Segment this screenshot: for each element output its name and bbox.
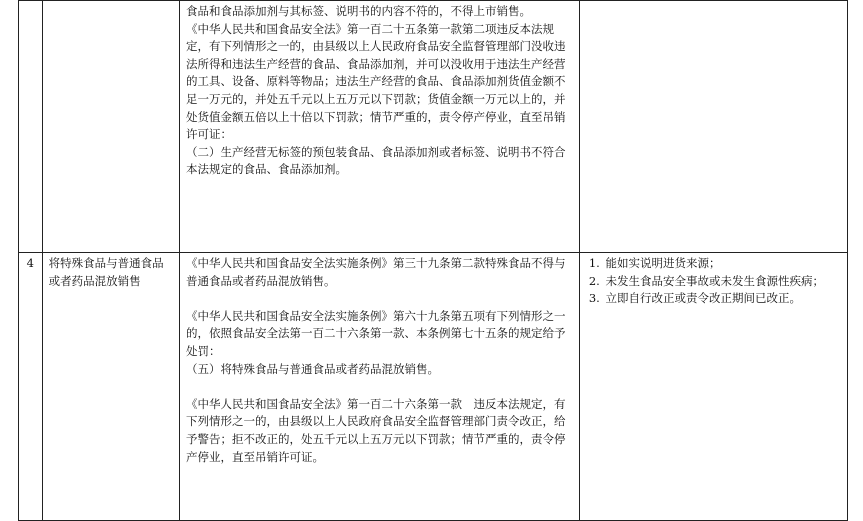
legal-paragraph: （二）生产经营无标签的预包装食品、食品添加剂或者标签、说明书不符合本法规定的食品、食品添加剂。 — [186, 144, 566, 177]
conditions-cell — [579, 253, 848, 521]
violation-cell — [42, 1, 179, 253]
paragraph-gap — [186, 290, 572, 308]
conditions-list — [586, 255, 842, 308]
conditions-cell — [579, 1, 848, 253]
violation-cell: 将特殊食品与普通食品或者药品混放销售 — [42, 253, 179, 521]
condition-item: 2. 未发生食品安全事故或未发生食源性疾病； — [604, 273, 842, 291]
legal-paragraph: 食品和食品添加剂与其标签、说明书的内容不符的，不得上市销售。 — [186, 4, 532, 18]
legal-basis-cell — [180, 253, 579, 521]
legal-paragraph: 《中华人民共和国食品安全法》第一百二十五条第一款第二项违反本法规定，有下列情形之一的，由县级以上人民政府食品安全监督管理部门没收违法所得和违法生产经营的食品、食品添加剂，并可以没收用于违法生产经营的工具、设备、原料等物品；违法生产经营的食品、食品添加剂货值金额不足一万元的，并处五千元以上五万元以下罚款；货值金额一万元以上的，并处货值金额五倍以上十倍以下罚款；情节严重的，责令停产停业，直至吊销许可证： — [186, 21, 566, 142]
row-number-cell — [19, 1, 43, 253]
legal-paragraph: 《中华人民共和国食品安全法》第一百二十六条第一款 违反本法规定，有下列情形之一的，由县级以上人民政府食品安全监督管理部门责令改正，给予警告；拒不改正的，处五千元以上五万元以下罚款；情节严重的，责令停产停业，直至吊销许可证。 — [186, 396, 566, 464]
table-row-4 — [19, 253, 848, 521]
legal-basis-cell — [180, 1, 579, 253]
legal-paragraph: 《中华人民共和国食品安全法实施条例》第三十九条第二款特殊食品不得与普通食品或者药品混放销售。 — [186, 256, 566, 288]
penalty-table — [18, 0, 848, 521]
legal-paragraph: 《中华人民共和国食品安全法实施条例》第六十九条第五项有下列情形之一的，依照食品安全法第一百二十六条第一款、本条例第七十五条的规定给予处罚： — [186, 308, 566, 358]
paragraph-gap — [186, 378, 572, 396]
table-row-3-continued — [19, 1, 848, 253]
legal-paragraph: （五）将特殊食品与普通食品或者药品混放销售。 — [186, 361, 440, 376]
row-number-cell: 4 — [19, 253, 43, 521]
condition-item: 3. 立即自行改正或责令改正期间已改正。 — [604, 290, 842, 308]
condition-item: 1. 能如实说明进货来源； — [604, 255, 842, 273]
